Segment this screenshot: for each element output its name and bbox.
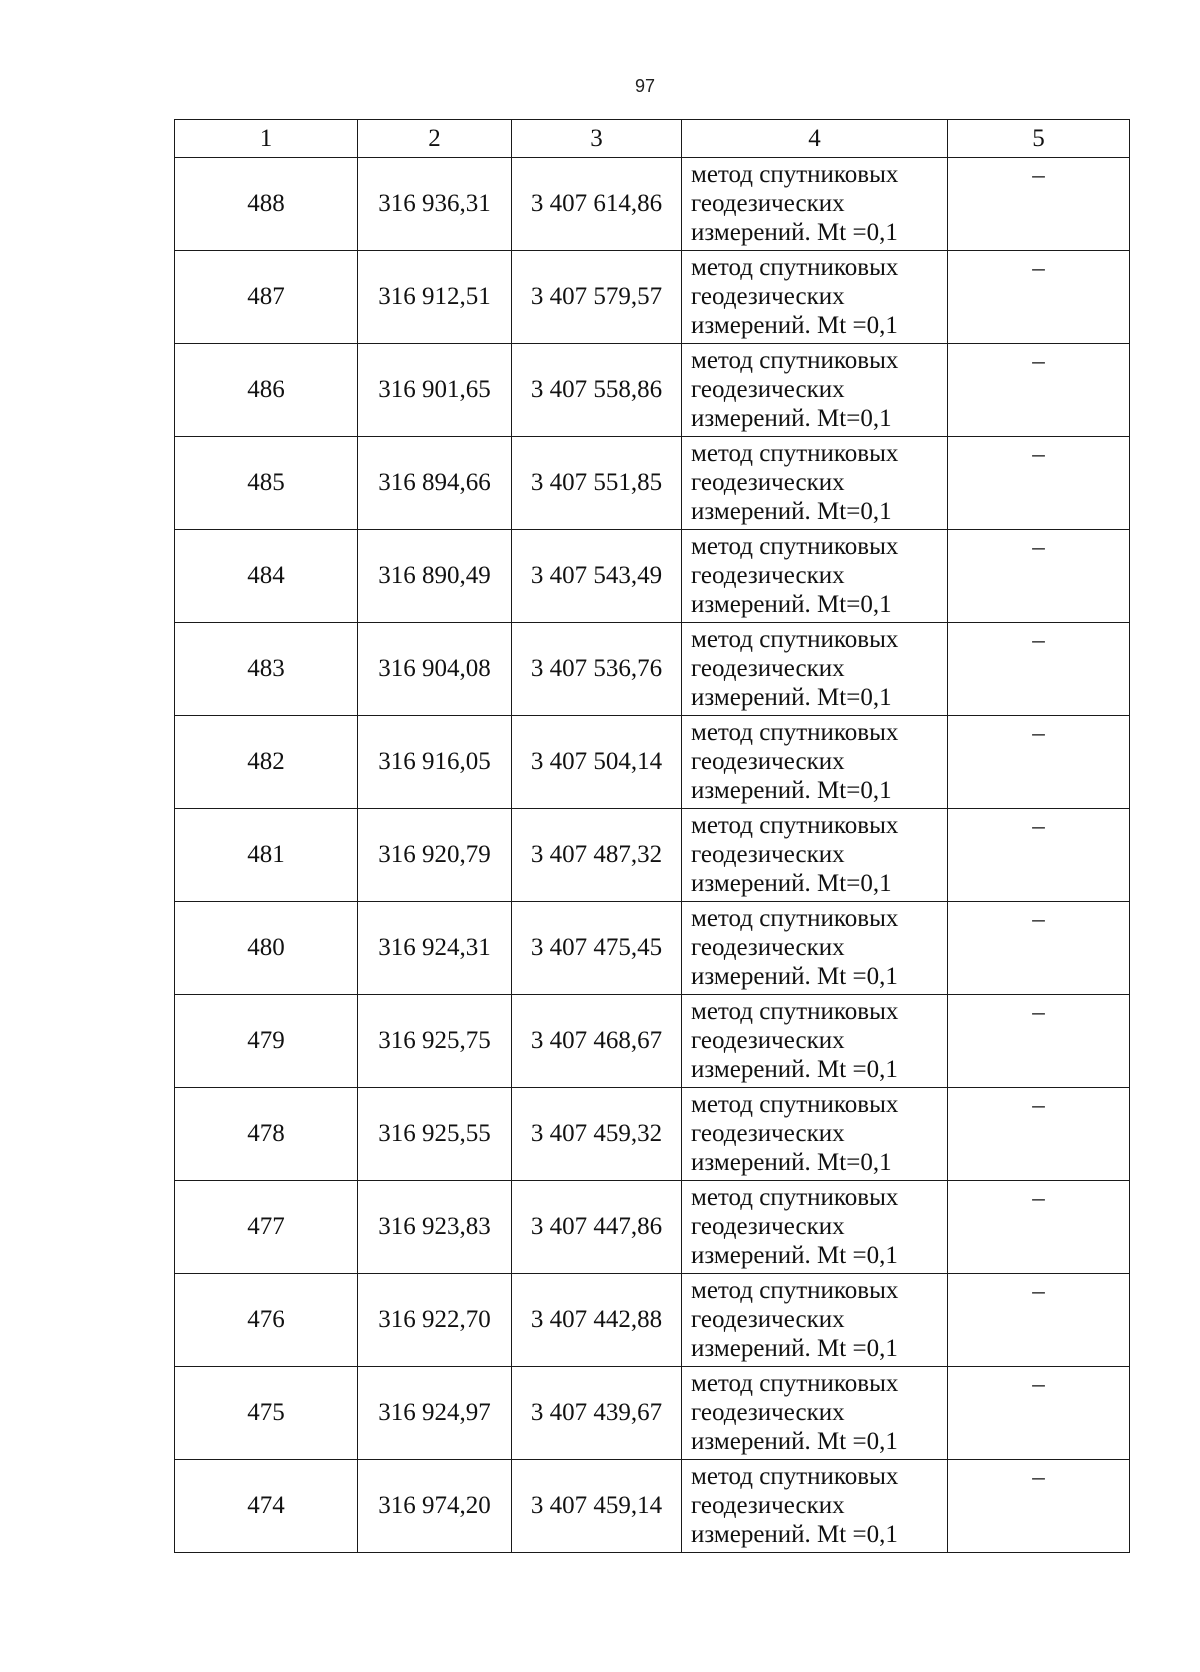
method-line: измерений. Mt =0,1 <box>691 1521 898 1548</box>
point-number-cell: 478 <box>175 1088 358 1181</box>
note-cell: – <box>948 251 1130 344</box>
table-body <box>175 158 1130 1553</box>
table-row <box>175 1274 1130 1367</box>
column-header-3: 3 <box>512 120 682 158</box>
method-cell <box>682 1274 948 1367</box>
point-number-cell: 482 <box>175 716 358 809</box>
method-line: измерений. Mt=0,1 <box>691 777 892 804</box>
y-coordinate-cell: 3 407 442,88 <box>512 1274 682 1367</box>
x-coordinate-cell: 316 912,51 <box>358 251 512 344</box>
method-line: метод спутниковых <box>691 998 899 1025</box>
note-cell: – <box>948 995 1130 1088</box>
y-coordinate-cell: 3 407 558,86 <box>512 344 682 437</box>
method-line: измерений. Mt =0,1 <box>691 1056 898 1083</box>
point-number-cell: 479 <box>175 995 358 1088</box>
method-line: геодезических <box>691 655 845 682</box>
method-cell <box>682 1181 948 1274</box>
y-coordinate-cell: 3 407 468,67 <box>512 995 682 1088</box>
y-coordinate-cell: 3 407 536,76 <box>512 623 682 716</box>
table-row <box>175 251 1130 344</box>
table-header-row <box>175 120 1130 158</box>
y-coordinate-cell: 3 407 459,32 <box>512 1088 682 1181</box>
method-line: геодезических <box>691 1213 845 1240</box>
table-row <box>175 530 1130 623</box>
method-cell <box>682 1367 948 1460</box>
y-coordinate-cell: 3 407 459,14 <box>512 1460 682 1553</box>
method-line: геодезических <box>691 376 845 403</box>
y-coordinate-cell: 3 407 579,57 <box>512 251 682 344</box>
method-line: измерений. Mt=0,1 <box>691 1149 892 1176</box>
method-line: метод спутниковых <box>691 1277 899 1304</box>
method-line: измерений. Mt=0,1 <box>691 591 892 618</box>
method-line: измерений. Mt=0,1 <box>691 498 892 525</box>
method-cell <box>682 344 948 437</box>
point-number-cell: 476 <box>175 1274 358 1367</box>
method-cell <box>682 716 948 809</box>
table-row <box>175 809 1130 902</box>
x-coordinate-cell: 316 920,79 <box>358 809 512 902</box>
x-coordinate-cell: 316 894,66 <box>358 437 512 530</box>
x-coordinate-cell: 316 974,20 <box>358 1460 512 1553</box>
method-line: метод спутниковых <box>691 254 899 281</box>
method-line: метод спутниковых <box>691 161 899 188</box>
method-line: геодезических <box>691 1492 845 1519</box>
x-coordinate-cell: 316 890,49 <box>358 530 512 623</box>
point-number-cell: 475 <box>175 1367 358 1460</box>
table-row <box>175 1460 1130 1553</box>
method-line: геодезических <box>691 934 845 961</box>
x-coordinate-cell: 316 925,75 <box>358 995 512 1088</box>
method-line: измерений. Mt =0,1 <box>691 219 898 246</box>
method-line: геодезических <box>691 562 845 589</box>
point-number-cell: 485 <box>175 437 358 530</box>
note-cell: – <box>948 1181 1130 1274</box>
point-number-cell: 487 <box>175 251 358 344</box>
method-cell <box>682 251 948 344</box>
y-coordinate-cell: 3 407 447,86 <box>512 1181 682 1274</box>
method-cell <box>682 158 948 251</box>
note-cell: – <box>948 1367 1130 1460</box>
method-line: измерений. Mt =0,1 <box>691 1242 898 1269</box>
y-coordinate-cell: 3 407 504,14 <box>512 716 682 809</box>
method-line: измерений. Mt=0,1 <box>691 684 892 711</box>
method-cell <box>682 437 948 530</box>
point-number-cell: 481 <box>175 809 358 902</box>
y-coordinate-cell: 3 407 551,85 <box>512 437 682 530</box>
x-coordinate-cell: 316 904,08 <box>358 623 512 716</box>
x-coordinate-cell: 316 923,83 <box>358 1181 512 1274</box>
method-cell <box>682 902 948 995</box>
note-cell: – <box>948 1274 1130 1367</box>
method-line: метод спутниковых <box>691 1463 899 1490</box>
table-row <box>175 716 1130 809</box>
note-cell: – <box>948 1088 1130 1181</box>
method-line: метод спутниковых <box>691 905 899 932</box>
method-line: геодезических <box>691 283 845 310</box>
column-header-2: 2 <box>358 120 512 158</box>
method-line: геодезических <box>691 1399 845 1426</box>
method-line: геодезических <box>691 190 845 217</box>
method-line: измерений. Mt =0,1 <box>691 963 898 990</box>
y-coordinate-cell: 3 407 543,49 <box>512 530 682 623</box>
note-cell: – <box>948 623 1130 716</box>
method-cell <box>682 530 948 623</box>
table-row <box>175 437 1130 530</box>
x-coordinate-cell: 316 901,65 <box>358 344 512 437</box>
method-line: метод спутниковых <box>691 1184 899 1211</box>
method-cell <box>682 1088 948 1181</box>
note-cell: – <box>948 809 1130 902</box>
note-cell: – <box>948 716 1130 809</box>
method-line: геодезических <box>691 748 845 775</box>
table-row <box>175 623 1130 716</box>
coordinates-table <box>174 119 1130 1553</box>
y-coordinate-cell: 3 407 614,86 <box>512 158 682 251</box>
note-cell: – <box>948 902 1130 995</box>
note-cell: – <box>948 1460 1130 1553</box>
x-coordinate-cell: 316 922,70 <box>358 1274 512 1367</box>
x-coordinate-cell: 316 925,55 <box>358 1088 512 1181</box>
note-cell: – <box>948 158 1130 251</box>
table-row <box>175 995 1130 1088</box>
method-cell <box>682 995 948 1088</box>
method-line: метод спутниковых <box>691 533 899 560</box>
method-line: геодезических <box>691 469 845 496</box>
method-cell <box>682 623 948 716</box>
point-number-cell: 488 <box>175 158 358 251</box>
method-line: измерений. Mt =0,1 <box>691 1335 898 1362</box>
method-line: измерений. Mt =0,1 <box>691 1428 898 1455</box>
point-number-cell: 477 <box>175 1181 358 1274</box>
table-row <box>175 1181 1130 1274</box>
x-coordinate-cell: 316 936,31 <box>358 158 512 251</box>
table-row <box>175 158 1130 251</box>
y-coordinate-cell: 3 407 487,32 <box>512 809 682 902</box>
column-header-1: 1 <box>175 120 358 158</box>
x-coordinate-cell: 316 924,31 <box>358 902 512 995</box>
point-number-cell: 484 <box>175 530 358 623</box>
method-line: метод спутниковых <box>691 719 899 746</box>
point-number-cell: 486 <box>175 344 358 437</box>
method-line: измерений. Mt=0,1 <box>691 870 892 897</box>
x-coordinate-cell: 316 916,05 <box>358 716 512 809</box>
method-line: метод спутниковых <box>691 812 899 839</box>
method-line: геодезических <box>691 1306 845 1333</box>
point-number-cell: 483 <box>175 623 358 716</box>
table-row <box>175 344 1130 437</box>
method-line: метод спутниковых <box>691 347 899 374</box>
method-line: метод спутниковых <box>691 440 899 467</box>
note-cell: – <box>948 437 1130 530</box>
note-cell: – <box>948 344 1130 437</box>
method-line: измерений. Mt =0,1 <box>691 312 898 339</box>
page-number: 97 <box>634 76 656 96</box>
table-row <box>175 1088 1130 1181</box>
method-cell <box>682 809 948 902</box>
column-header-4: 4 <box>682 120 948 158</box>
method-line: геодезических <box>691 1027 845 1054</box>
method-line: метод спутниковых <box>691 626 899 653</box>
method-line: геодезических <box>691 1120 845 1147</box>
method-line: измерений. Mt=0,1 <box>691 405 892 432</box>
point-number-cell: 474 <box>175 1460 358 1553</box>
method-cell <box>682 1460 948 1553</box>
point-number-cell: 480 <box>175 902 358 995</box>
table-row <box>175 902 1130 995</box>
column-header-5: 5 <box>948 120 1130 158</box>
method-line: метод спутниковых <box>691 1370 899 1397</box>
x-coordinate-cell: 316 924,97 <box>358 1367 512 1460</box>
method-line: геодезических <box>691 841 845 868</box>
y-coordinate-cell: 3 407 439,67 <box>512 1367 682 1460</box>
method-line: метод спутниковых <box>691 1091 899 1118</box>
table-row <box>175 1367 1130 1460</box>
y-coordinate-cell: 3 407 475,45 <box>512 902 682 995</box>
note-cell: – <box>948 530 1130 623</box>
